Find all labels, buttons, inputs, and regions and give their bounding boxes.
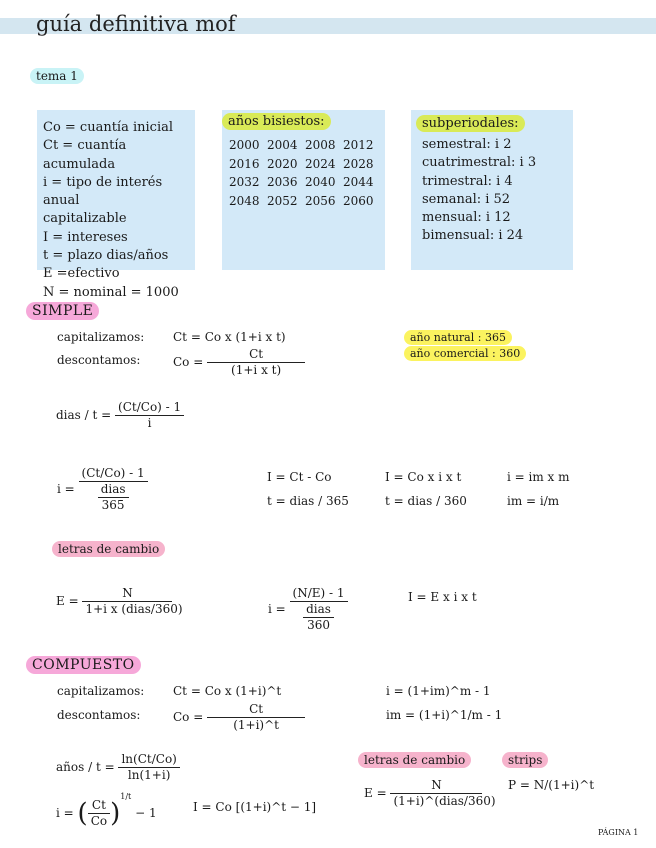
simple-t360: t = dias / 360 (385, 494, 467, 508)
numerator: N (390, 778, 482, 794)
leap-year: 2004 (267, 138, 298, 152)
leap-year: 2032 (229, 175, 260, 189)
compuesto-heading: COMPUESTO (26, 656, 141, 674)
simple-I2: I = Co x i x t (385, 470, 462, 484)
compuesto-cap-formula: Ct = Co x (1+i)^t (173, 684, 282, 698)
compuesto-anos-formula (56, 752, 180, 783)
leap-year: 2036 (267, 175, 298, 189)
leap-year: 2040 (305, 175, 336, 189)
simple-t365: t = dias / 365 (267, 494, 349, 508)
denominator: 1+i x (dias/360) (85, 602, 183, 616)
denominator: Co (90, 814, 108, 828)
simple-letras-heading: letras de cambio (52, 541, 165, 557)
simple-i-formula (57, 466, 148, 513)
leap-years-row (229, 136, 381, 155)
fraction (303, 602, 334, 633)
simple-heading: SIMPLE (26, 302, 99, 320)
simple-cap-formula: Ct = Co x (1+i x t) (173, 330, 286, 344)
leap-year: 2016 (229, 156, 260, 171)
simple-I1: I = Ct - Co (267, 470, 332, 484)
simple-desc-formula (173, 347, 305, 378)
simple-cap-label: capitalizamos: (57, 330, 145, 344)
leap-year: 2028 (343, 156, 374, 171)
leap-years-box (222, 110, 385, 270)
subperiod-item: cuatrimestral: i 3 (422, 155, 537, 171)
strips-heading: strips (502, 752, 548, 768)
fraction (207, 347, 305, 378)
simple-im1: i = im x m (507, 470, 570, 484)
numerator: Ct (88, 798, 110, 814)
leap-year: 2008 (305, 138, 336, 152)
formula-lhs: i = (268, 602, 286, 616)
numerator: ln(Ct/Co) (118, 752, 179, 768)
compuesto-cap-label: capitalizamos: (57, 684, 145, 698)
leap-years-grid (229, 136, 381, 210)
subperiods-label: subperiodales: (416, 115, 525, 132)
formula-lhs: E = (56, 594, 79, 608)
subperiod-item: trimestral: i 4 (422, 173, 513, 189)
fraction (98, 482, 129, 513)
simple-im2: im = i/m (507, 494, 560, 508)
strips-formula: P = N/(1+i)^t (508, 778, 595, 792)
compuesto-E-formula (364, 778, 496, 809)
fraction (79, 466, 148, 513)
compuesto-letras-heading: letras de cambio (358, 752, 471, 768)
leap-years-label: años bisiestos: (222, 113, 331, 130)
numerator: (N/E) - 1 (290, 586, 348, 602)
numerator: (Ct/Co) - 1 (115, 400, 184, 416)
fraction (118, 752, 179, 783)
numerator: dias (98, 482, 129, 498)
leap-year: 2044 (343, 175, 374, 189)
formula-lhs: años / t = (56, 760, 115, 774)
formula-tail: − 1 (135, 806, 157, 820)
leap-years-row (229, 192, 381, 211)
definition-line: t = plazo dias/años (43, 248, 169, 264)
numerator: N (82, 586, 172, 602)
numerator: Ct (207, 702, 305, 718)
compuesto-I: I = Co [(1+i)^t − 1] (193, 800, 317, 814)
ano-natural-badge: año natural : 365 (404, 330, 512, 345)
subperiod-item: semanal: i 52 (422, 191, 511, 207)
denominator (79, 482, 148, 513)
subperiod-item: semestral: i 2 (422, 137, 512, 152)
denominator: i (147, 416, 152, 430)
formula-lhs: Co = (173, 710, 204, 724)
compuesto-i-formula: i = ( $\frac{Ct}{Co}$ )$^{1/t}$ − 1 (56, 792, 157, 829)
fraction (207, 702, 305, 733)
definition-line: i = tipo de interés anual (43, 174, 163, 209)
formula-lhs: i = (56, 806, 74, 820)
tema-badge: tema 1 (30, 68, 84, 84)
denominator: (1+i x t) (231, 363, 282, 377)
denominator: ln(1+i) (127, 768, 171, 782)
leap-years-row (229, 155, 381, 174)
compuesto-eq1: i = (1+im)^m - 1 (386, 684, 491, 698)
compuesto-desc-formula (173, 702, 305, 733)
leap-year: 2012 (343, 138, 374, 152)
simple-I3: I = E x i x t (408, 590, 477, 604)
leap-year: 2000 (229, 138, 260, 152)
fraction (115, 400, 184, 431)
fraction (88, 798, 110, 829)
definition-line: Ct = cuantía acumulada (43, 138, 127, 172)
denominator (290, 602, 348, 633)
fraction (390, 778, 496, 809)
leap-year: 2052 (267, 193, 298, 208)
definition-line: capitalizable (43, 211, 127, 227)
exponent: 1/t (120, 792, 132, 801)
compuesto-desc-label: descontamos: (57, 708, 141, 722)
formula-lhs: dias / t = (56, 408, 112, 422)
denominator: 360 (307, 618, 330, 632)
leap-year: 2048 (229, 193, 260, 208)
leap-year: 2056 (305, 193, 336, 208)
denominator: (1+i)^t (233, 718, 279, 732)
denominator: 365 (101, 498, 125, 512)
simple-i2-formula (268, 586, 348, 633)
leap-year: 2060 (343, 193, 374, 208)
definition-line: I = intereses (43, 229, 128, 245)
subperiod-item: bimensual: i 24 (422, 228, 524, 244)
leap-year: 2024 (305, 156, 336, 171)
fraction (290, 586, 348, 633)
formula-lhs: E = (364, 786, 387, 800)
simple-t-formula (56, 400, 184, 431)
simple-E-formula (56, 586, 183, 617)
page-number: PÁGINA 1 (598, 828, 639, 837)
definitions-box (37, 110, 195, 300)
leap-years-row (229, 173, 381, 192)
definition-line: N = nominal = 1000 (43, 284, 179, 300)
fraction (82, 586, 183, 617)
page-title: guía definitiva mof (36, 12, 236, 36)
simple-desc-label: descontamos: (57, 353, 141, 367)
numerator: Ct (207, 347, 305, 363)
subperiods-box (411, 110, 573, 270)
formula-lhs: Co = (173, 355, 204, 369)
definition-line: Co = cuantía inicial (43, 120, 174, 135)
ano-comercial-badge: año comercial : 360 (404, 346, 526, 361)
definition-line: E =efectivo (43, 266, 120, 282)
numerator: dias (303, 602, 334, 618)
subperiod-item: mensual: i 12 (422, 210, 511, 226)
numerator: (Ct/Co) - 1 (79, 466, 148, 482)
formula-lhs: i = (57, 482, 75, 496)
leap-year: 2020 (267, 156, 298, 171)
compuesto-eq2: im = (1+i)^1/m - 1 (386, 708, 503, 722)
denominator: (1+i)^(dias/360) (393, 794, 496, 808)
